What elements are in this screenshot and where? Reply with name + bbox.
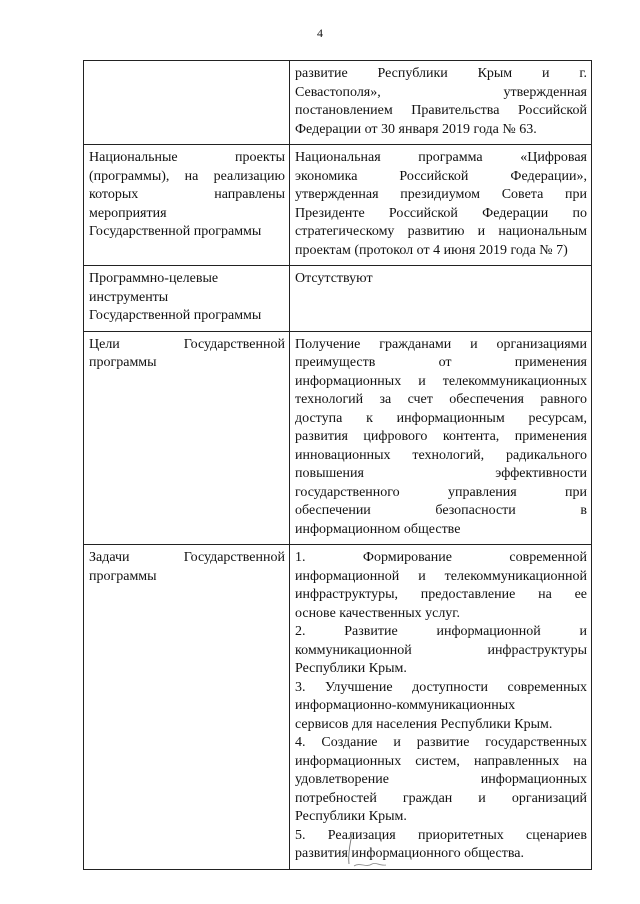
text-line: государственного управления при	[295, 484, 587, 500]
text-line: Президенте Российской Федерации по	[295, 205, 587, 221]
row-label-cell	[84, 145, 290, 266]
program-passport-table	[83, 60, 592, 870]
text-line: мероприятия Государственной программы	[89, 205, 262, 239]
text-line: 5. Реализация приоритетных сценариев	[295, 827, 587, 843]
text-line: Программно-целевые инструменты Государственной программы	[89, 271, 262, 323]
text-line: информационном обществе	[295, 521, 461, 537]
text-line: основе качественных услуг.	[295, 605, 460, 621]
text-line: информационных систем, направленных на	[295, 753, 587, 769]
text-line: обеспечении безопасности в	[295, 503, 587, 518]
text-line: Республики Крым.	[295, 661, 407, 676]
text-line: (программы), на реализацию	[89, 168, 285, 184]
text-line: коммуникационной инфраструктуры	[295, 642, 587, 658]
text-line: преимуществ от применения	[295, 355, 587, 370]
text-line: утвержденная президиумом Совета при	[295, 187, 587, 202]
text-line: удовлетворение информационных	[295, 772, 587, 787]
table-row	[84, 61, 592, 145]
text-line: Отсутствуют	[295, 271, 373, 286]
text-line: повышения эффективности	[295, 466, 587, 481]
text-line: информационной и телекоммуникационной	[295, 568, 587, 584]
task-item	[295, 827, 587, 864]
text-line: инновационных технологий, радикального	[295, 447, 587, 463]
row-value-cell	[290, 266, 592, 332]
text-line: которых направлены	[89, 187, 285, 202]
text-line: Получение гражданами и организациями	[295, 336, 587, 352]
text-line: развития цифрового контента, применения	[295, 429, 587, 444]
table-row	[84, 145, 592, 266]
row-value-cell	[290, 145, 592, 266]
text-line: Задачи Государственной	[89, 550, 285, 565]
text-line: 4. Создание и развитие государственных	[295, 735, 587, 750]
text-line: доступа к информационным ресурсам,	[295, 410, 587, 426]
text-line: экономика Российской Федерации»,	[295, 168, 587, 184]
task-item	[295, 679, 587, 735]
row-label-cell	[84, 545, 290, 870]
table-row	[84, 545, 592, 870]
text-line: развития информационного общества.	[295, 846, 525, 861]
text-line: проектам (протокол от 4 июня 2019 года № 7)	[295, 242, 568, 258]
text-line: потребностей граждан и организаций	[295, 790, 587, 806]
text-line: инфраструктуры, предоставление на ее	[295, 587, 587, 602]
row-label-cell	[84, 331, 290, 545]
text-line: Севастополя», утвержденная	[295, 84, 587, 100]
text-line: постановлением Правительства Российской	[295, 103, 587, 118]
text-line: 2. Развитие информационной и	[295, 624, 587, 639]
text-line: информационно-коммуникационных сервисов для населения Республики Крым.	[295, 698, 553, 732]
text-line: стратегическому развитию и национальным	[295, 224, 587, 239]
text-line: программы	[89, 355, 157, 370]
text-line: 1. Формирование современной	[295, 550, 587, 565]
task-item	[295, 549, 587, 623]
text-line: Цели Государственной	[89, 336, 285, 352]
text-line: технологий за счет обеспечения равного	[295, 392, 587, 407]
text-line: 3. Улучшение доступности современных	[295, 679, 587, 695]
text-line: информационных и телекоммуникационных	[295, 373, 587, 389]
page-number: 4	[317, 26, 323, 40]
signature-mark	[340, 826, 400, 876]
text-line: Национальные проекты	[89, 150, 285, 165]
table-row	[84, 331, 592, 545]
text-line: развитие Республики Крым и г.	[295, 66, 587, 81]
row-value-cell	[290, 61, 592, 145]
row-label-cell	[84, 61, 290, 145]
text-line: программы	[89, 568, 157, 584]
row-value-cell	[290, 545, 592, 870]
text-line: Федерации от 30 января 2019 года № 63.	[295, 121, 537, 137]
text-line: Национальная программа «Цифровая	[295, 150, 587, 165]
row-value-cell	[290, 331, 592, 545]
task-item	[295, 623, 587, 679]
task-item	[295, 734, 587, 827]
row-label-cell	[84, 266, 290, 332]
table-row	[84, 266, 592, 332]
text-line: Республики Крым.	[295, 809, 407, 824]
